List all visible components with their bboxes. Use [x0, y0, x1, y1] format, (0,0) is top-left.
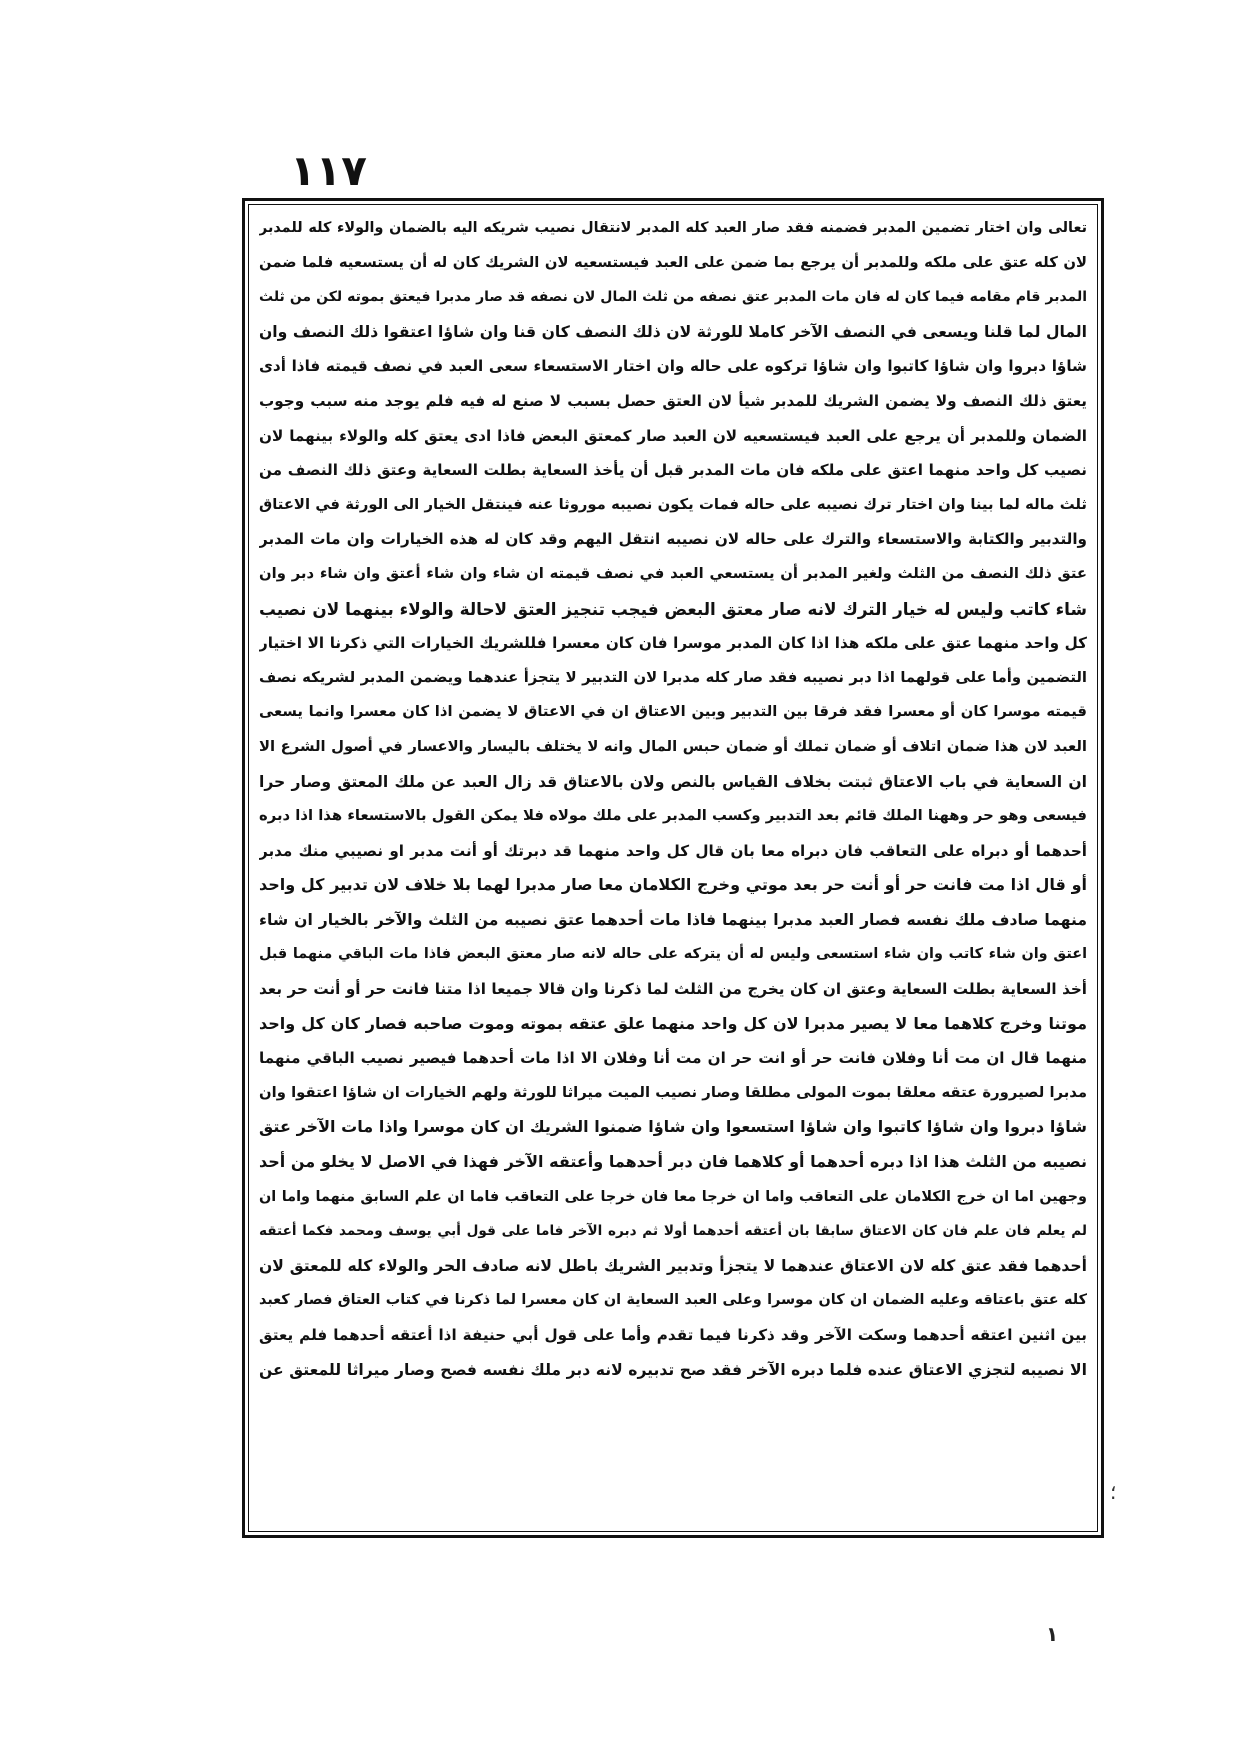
text-line: أخذ السعاية بطلت السعاية وعتق ان كان يخرج من الثلث لما ذكرنا وان قالا جميعا اذا متنا فانت حر أو أنت حر بعد [259, 980, 1087, 999]
text-line: نصيب كل واحد منهما اعتق على ملكه فان مات المدبر قبل أن يأخذ السعاية بطلت السعاية وعتق ذلك النصف من [259, 461, 1087, 480]
text-line: ان السعاية في باب الاعتاق ثبتت بخلاف القياس بالنص ولان بالاعتاق قد زال العبد عن ملك المعتق وصار حرا [259, 772, 1087, 791]
text-line: شاء كاتب وليس له خيار الترك لانه صار معتق البعض فيجب تنجيز العتق لاحالة والولاء بينهما لان نصيب [259, 598, 1087, 619]
text-line: أو قال اذا مت فانت حر أو أنت حر بعد موتي وخرج الكلامان معا صار مدبرا لهما بلا خلاف لان تدبير كل واحد [259, 875, 1087, 895]
text-frame [248, 204, 1098, 1532]
text-line: شاؤا دبروا وان شاؤا كاتبوا وان شاؤا استسعوا وان شاؤا ضمنوا الشريك ان كان موسرا واذا مات الآخر عتق [259, 1117, 1087, 1137]
text-line: لم يعلم فان علم فان كان الاعتاق سابقا بان أعتقه أحدهما أولا ثم دبره الآخر فاما على قول أبي يوسف ومحمد فكما أعتقه [259, 1223, 1087, 1240]
page-number: ١١٧ [290, 146, 367, 195]
text-line: منهما قال ان مت أنا وفلان فانت حر أو انت حر ان مت أنا وفلان الا اذا مات أحدهما فيصير نصيب الباقي منهما [259, 1049, 1087, 1068]
margin-mark: ؛ [1110, 1480, 1117, 1504]
text-line: شاؤا دبروا وان شاؤا كاتبوا وان شاؤا تركوه على حاله وان اختار الاستسعاء سعى العبد في نصف قيمته فاذا أدى [259, 357, 1087, 376]
text-line: ثلث ماله لما بينا وان اختار ترك نصيبه على حاله فمات يكون نصيبه موروثا عنه فينتقل الخيار الى الورثة في الاعتاق [259, 495, 1087, 513]
text-line: المدبر قام مقامه فيما كان له فان مات المدبر عتق نصفه من ثلث المال لان نصفه قد صار مدبرا فيعتق بموته لكن من ثلث [259, 289, 1087, 306]
text-line: مدبرا لصيرورة عتقه معلقا بموت المولى مطلقا وصار نصيب الميت ميراثا للورثة ولهم الخيارات ان شاؤا اعتقوا وان [259, 1083, 1087, 1101]
text-line: موتنا وخرج كلاهما معا لا يصير مدبرا لان كل واحد منهما علق عتقه بموته وموت صاحبه فصار كان كل واحد [259, 1013, 1087, 1033]
text-line: الا نصيبه لتجزي الاعتاق عنده فلما دبره الآخر فقد صح تدبيره لانه دبر ملك نفسه فصح وصار ميراثا للمعتق عن [259, 1360, 1087, 1379]
text-line: بين اثنين اعتقه أحدهما وسكت الآخر وقد ذكرنا فيما تقدم وأما على قول أبي حنيفة اذا أعتقه أحدهما فلم يعتق [259, 1326, 1087, 1344]
text-line: تعالى وان اختار تضمين المدبر فضمنه فقد صار العبد كله المدبر لانتقال نصيب شريكه اليه بالضمان والولاء كله للمدبر [259, 220, 1087, 236]
text-line: فيسعى وهو حر وههنا الملك قائم بعد التدبير وكسب المدبر على ملك مولاه فلا يمكن القول بالاستسعاء هذا اذا دبره [259, 807, 1087, 825]
text-line: المال لما قلنا ويسعى في النصف الآخر كاملا للورثة لان ذلك النصف كان قنا وان شاؤا اعتقوا ذلك النصف وان [259, 322, 1087, 341]
text-line: والتدبير والكتابة والاستسعاء والترك على حاله لان نصيبه انتقل اليهم وقد كان له هذه الخيارات وان مات المدبر [259, 530, 1087, 549]
text-line: التضمين وأما على قولهما اذا دبر نصيبه فقد صار كله مدبرا لان التدبير لا يتجزأ عندهما ويضمن المدبر لشريكه نصف [259, 668, 1087, 686]
text-line: نصيبه من الثلث هذا اذا دبره أحدهما أو كلاهما فان دبر أحدهما وأعتقه الآخر فهذا في الاصل لا يخلو من أحد [259, 1152, 1087, 1172]
footer-number: ١ [1046, 1622, 1059, 1646]
text-line: يعتق ذلك النصف ولا يضمن الشريك للمدبر شيأ لان العتق حصل بسبب لا صنع له فيه فلم يوجد منه سبب وجوب [259, 391, 1087, 410]
text-line: كله عتق باعتاقه وعليه الضمان ان كان موسرا وعلى العبد السعاية ان كان معسرا لما ذكرنا في كتاب العتاق فصار كعبد [259, 1292, 1087, 1309]
text-body [259, 211, 1087, 1387]
text-line: اعتق وان شاء كاتب وان شاء استسعى وليس له أن يتركه على حاله لانه صار معتق البعض فاذا مات الباقي منهما قبل [259, 946, 1087, 963]
text-line: قيمته موسرا كان أو معسرا فقد فرقا بين التدبير وبين الاعتاق ان في الاعتاق لا يضمن اذا كان معسرا وانما يسعى [259, 703, 1087, 721]
text-line: أحدهما فقد عتق كله لان الاعتاق عندهما لا يتجزأ وتدبير الشريك باطل لانه صادف الحر والولاء كله للمعتق لان [259, 1256, 1087, 1275]
text-line: لان كله عتق على ملكه وللمدبر أن يرجع بما ضمن على العبد فيستسعيه لان الشريك كان له أن يستسعيه فلما ضمن [259, 253, 1087, 271]
text-line: وجهين اما ان خرج الكلامان على التعاقب واما ان خرجا معا فان خرجا على التعاقب فاما ان علم السابق منهما واما ان [259, 1188, 1087, 1205]
text-line: الضمان وللمدبر أن يرجع على العبد فيستسعيه لان العبد صار كمعتق البعض فاذا ادى يعتق كله والولاء بينهما لان [259, 426, 1087, 445]
text-line: منهما صادف ملك نفسه فصار العبد مدبرا بينهما فاذا مات أحدهما عتق نصيبه من الثلث والآخر بالخيار ان شاء [259, 910, 1087, 929]
text-line: كل واحد منهما عتق على ملكه هذا اذا كان المدبر موسرا فان كان معسرا فللشريك الخيارات التي ذكرنا الا اختيار [259, 634, 1087, 653]
text-line: أحدهما أو دبراه على التعاقب فان دبراه معا بان قال كل واحد منهما قد دبرتك أو أنت مدبر او نصيبي منك مدبر [259, 841, 1087, 860]
text-line: عتق ذلك النصف من الثلث ولغير المدبر أن يستسعي العبد في نصف قيمته ان شاء وان شاء أعتق وان شاء دبر وان [259, 564, 1087, 582]
text-line: العبد لان هذا ضمان اتلاف أو ضمان تملك أو ضمان حبس المال وانه لا يختلف باليسار والاعسار في أصول الشرع الا [259, 737, 1087, 755]
